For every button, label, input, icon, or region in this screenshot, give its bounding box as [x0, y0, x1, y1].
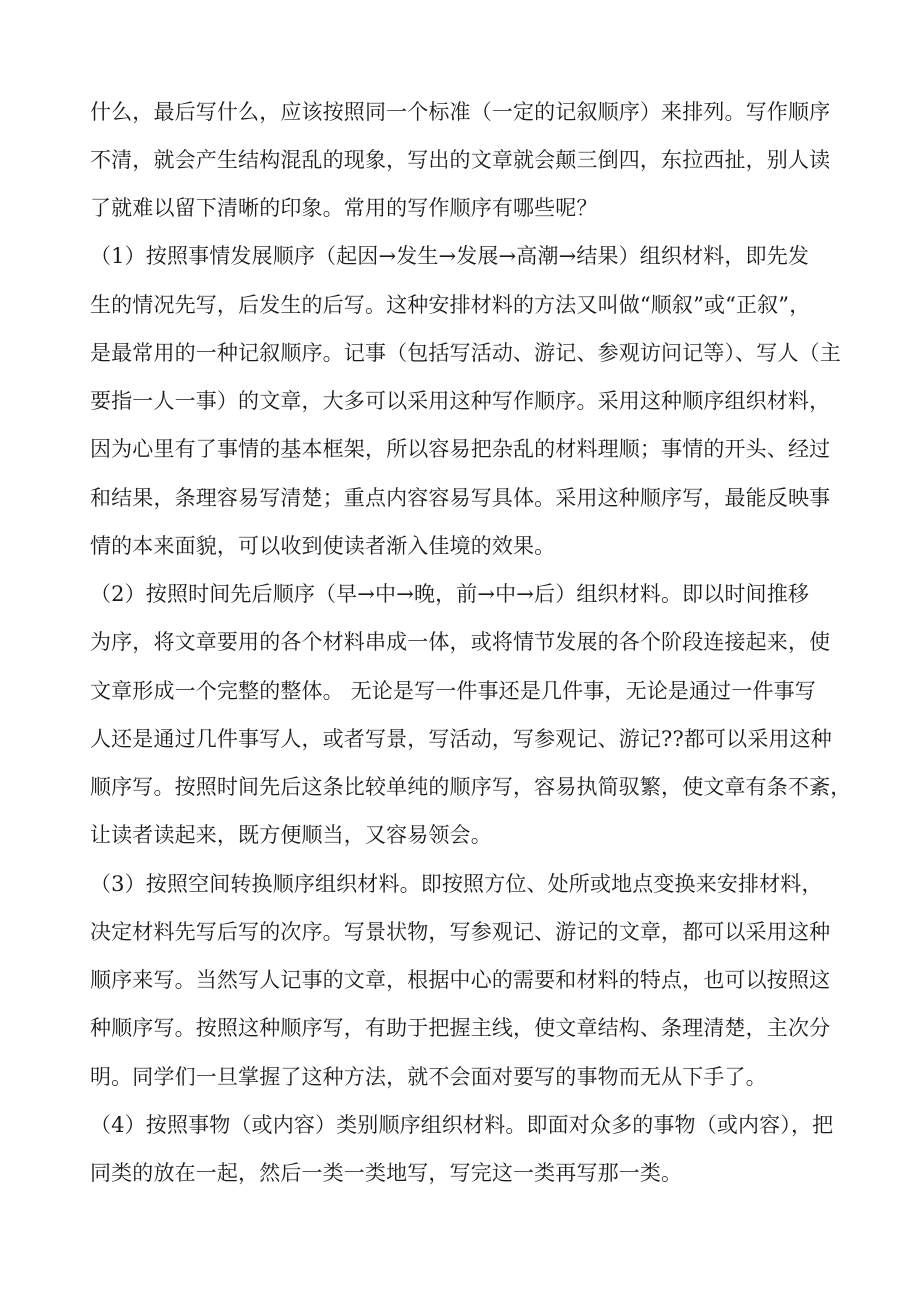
text-line: 文章形成一个完整的整体。 无论是写一件事还是几件事，无论是通过一件事写	[90, 679, 816, 703]
text-line: 是最常用的一种记叙顺序。记事（包括写活动、游记、参观访问记等）、写人（主	[90, 341, 841, 365]
text-line: 了就难以留下清晰的印象。常用的写作顺序有哪些呢？	[90, 196, 598, 220]
text-line: 种顺序写。按照这种顺序写，有助于把握主线，使文章结构、条理清楚，主次分	[90, 1016, 831, 1040]
text-line: 不清，就会产生结构混乱的现象，写出的文章就会颠三倒四，东拉西扯，别人读	[90, 148, 831, 172]
text-line: 和结果，条理容易写清楚；重点内容容易写具体。采用这种顺序写，最能反映事	[90, 486, 831, 510]
text-line: 情的本来面貌，可以收到使读者渐入佳境的效果。	[90, 534, 556, 558]
text-line: 让读者读起来，既方便顺当，又容易领会。	[90, 823, 492, 847]
text-line: 决定材料先写后写的次序。写景状物，写参观记、游记的文章，都可以采用这种	[90, 920, 831, 944]
text-line: 同类的放在一起，然后一类一类地写，写完这一类再写那一类。	[90, 1161, 683, 1185]
text-line: 因为心里有了事情的基本框架，所以容易把杂乱的材料理顺；事情的开头、经过	[90, 437, 831, 461]
text-line: 顺序写。按照时间先后这条比较单纯的顺序写，容易执简驭繁，使文章有条不紊，	[90, 775, 852, 799]
text-line: 人还是通过几件事写人，或者写景，写活动，写参观记、游记??都可以采用这种	[90, 727, 832, 751]
text-line: 生的情况先写，后发生的后写。这种安排材料的方法又叫做“顺叙”或“正叙”，	[90, 293, 811, 317]
text-line: （2）按照时间先后顺序（早→中→晚，前→中→后）组织材料。即以时间推移	[90, 582, 809, 606]
text-line: 明。同学们一旦掌握了这种方法，就不会面对要写的事物而无从下手了。	[90, 1065, 767, 1089]
text-line: （4）按照事物（或内容）类别顺序组织材料。即面对众多的事物（或内容），把	[90, 1113, 834, 1137]
text-line: 要指一人一事）的文章，大多可以采用这种写作顺序。采用这种顺序组织材料，	[90, 389, 831, 413]
text-line: 顺序来写。当然写人记事的文章，根据中心的需要和材料的特点，也可以按照这	[90, 968, 831, 992]
text-line: 为序，将文章要用的各个材料串成一体，或将情节发展的各个阶段连接起来，使	[90, 630, 831, 654]
text-line: （1）按照事情发展顺序（起因→发生→发展→高潮→结果）组织材料，即先发	[90, 244, 809, 268]
text-line: 什么，最后写什么，应该按照同一个标准（一定的记叙顺序）来排列。写作顺序	[90, 100, 831, 124]
text-line: （3）按照空间转换顺序组织材料。即按照方位、处所或地点变换来安排材料，	[90, 872, 823, 896]
